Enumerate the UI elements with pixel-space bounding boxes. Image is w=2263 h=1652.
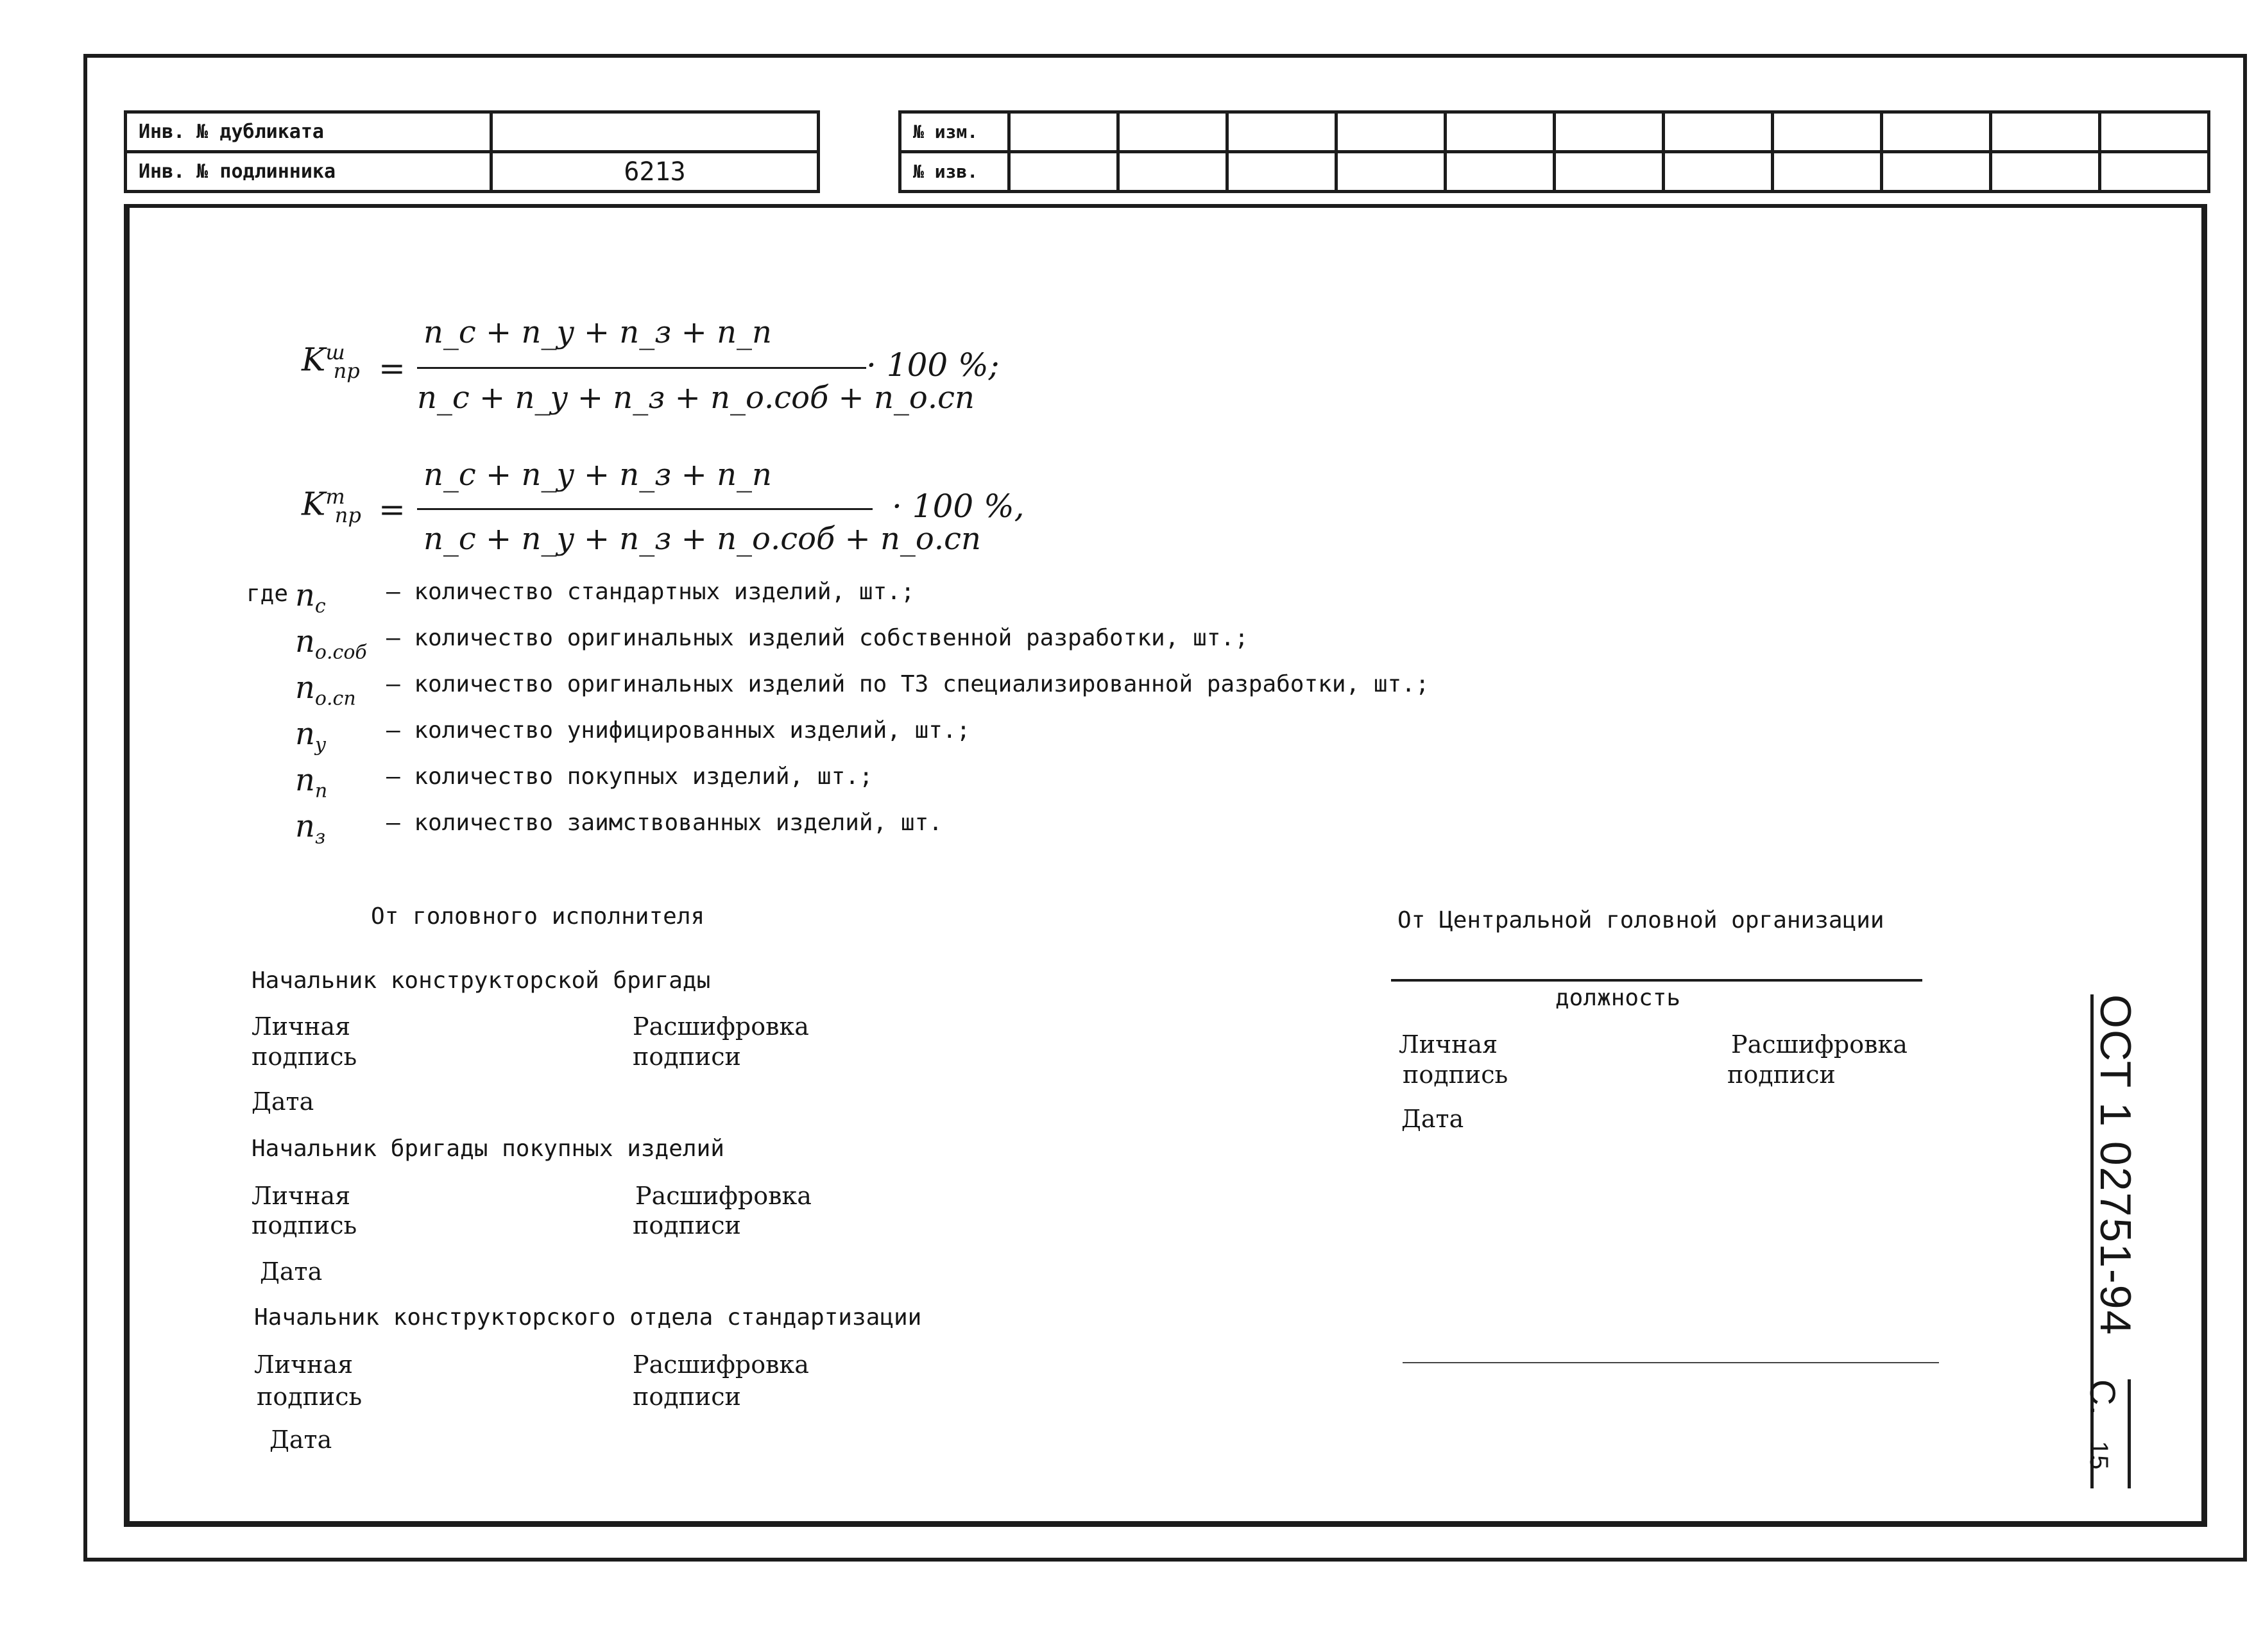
decode-label: Расшифровка xyxy=(635,1182,812,1210)
inv-duplicate-label: Инв. № дубликата xyxy=(126,112,491,152)
rev-cell xyxy=(1227,152,1336,192)
rev-notice-label: № изв. xyxy=(900,152,1009,192)
formula-multiplier: · 100 %, xyxy=(892,488,1025,525)
legend-text: – количество оригинальных изделий собственной разработки, шт.; xyxy=(386,625,1249,651)
legend-symbol: $n_п$ xyxy=(295,762,328,803)
formula-lhs: $K^т_{пр}$ xyxy=(302,484,361,527)
rev-cell xyxy=(1118,112,1227,152)
page-prefix: С. xyxy=(2083,1379,2123,1415)
rev-cell xyxy=(1664,112,1773,152)
legend-text: – количество унифицированных изделий, шт.; xyxy=(386,717,971,744)
fraction-bar xyxy=(417,508,873,510)
left-position-3: Начальник конструкторского отдела стандартизации xyxy=(254,1304,922,1331)
document-page: Инв. № дубликата Инв. № подлинника 6213 № изм. № изв. $K^ш_{пр}$ = n_c + n_y + n_з + n_п n_c + n_y + n_з + n_о.соб + n_о.сп · 100 %; $K^т_{пр}$ = n_c + n_y + n_з + n_п n_c + n_y + n_з + n_о.соб + n_о.сп · 100 %, где $n_c$ – количество стандартных изделий, шт.; $n_{о.соб}$ – количество оригинальных изделий собственной разработки, шт.; $n_{о.сп}$ – количество оригинальных изделий по ТЗ специализированной разработки, шт.; $n_у$ – количество унифицированных изделий, шт.; $n_п$ – количество покупных изделий, шт.; $n_з$ – количество заимствованных изделий, шт. От головного исполнителя Начальник конструкторской бригады Личная подпись Расшифровка подписи Дата Начальник бригады покупных изделий Личная подпись Расшифровка подписи Дата Начальник конструкторского отдела стандартизации Личная подпись Расшифровка подписи Дата От Центральной головной организации должность Личная подпись Расшифровка подписи Дата ОСТ 1 02751-94 С.15 xyxy=(0,0,2263,1652)
rev-cell xyxy=(1773,112,1882,152)
rev-change-label: № изм. xyxy=(900,112,1009,152)
rev-cell xyxy=(1991,152,2100,192)
signature-label: Личная xyxy=(252,1182,351,1210)
fraction-bar xyxy=(417,367,866,369)
legend-symbol: $n_у$ xyxy=(295,716,327,756)
inventory-stamp xyxy=(124,110,820,193)
formula-multiplier: · 100 %; xyxy=(866,346,1000,384)
date-label: Дата xyxy=(269,1426,332,1454)
position-line xyxy=(1391,979,1922,982)
rev-cell xyxy=(1446,112,1555,152)
position-caption: должность xyxy=(1555,985,1681,1011)
decode-label: Расшифровка xyxy=(633,1350,809,1379)
legend-symbol: $n_з$ xyxy=(295,808,326,849)
legend-intro: где xyxy=(246,581,289,607)
formula-lhs: $K^ш_{пр}$ xyxy=(302,340,360,383)
rev-cell xyxy=(1336,152,1446,192)
legend-symbol: $n_{о.соб}$ xyxy=(295,624,367,664)
signature-label: подпись xyxy=(252,1043,357,1071)
left-position-2: Начальник бригады покупных изделий xyxy=(252,1136,724,1162)
page-number xyxy=(2082,1379,2124,1470)
signature-label: Личная xyxy=(1399,1030,1498,1059)
legend-symbol: $n_c$ xyxy=(295,577,326,618)
formula-denominator: n_c + n_y + n_з + n_о.соб + n_о.сп xyxy=(423,521,981,557)
date-label: Дата xyxy=(1401,1105,1464,1133)
left-block-title: От головного исполнителя xyxy=(371,903,705,930)
decode-label: подписи xyxy=(1727,1060,1836,1089)
legend-text: – количество оригинальных изделий по ТЗ специализированной разработки, шт.; xyxy=(386,671,1430,697)
rev-cell xyxy=(1227,112,1336,152)
rev-cell xyxy=(1446,152,1555,192)
date-label: Дата xyxy=(252,1087,314,1116)
formula-numerator: n_c + n_y + n_з + n_п xyxy=(423,457,772,493)
date-label: Дата xyxy=(260,1257,323,1286)
legend-symbol: $n_{о.сп}$ xyxy=(295,670,356,710)
rev-cell xyxy=(1009,152,1118,192)
rev-cell xyxy=(1664,152,1773,192)
left-position-1: Начальник конструкторской бригады xyxy=(252,967,711,994)
formula-numerator: n_c + n_y + n_з + n_п xyxy=(423,314,772,350)
page-number-value: 15 xyxy=(2085,1441,2113,1470)
inv-original-value: 6213 xyxy=(491,152,819,192)
rev-cell xyxy=(1773,152,1882,192)
rev-cell xyxy=(1009,112,1118,152)
signature-label: подпись xyxy=(1403,1060,1508,1089)
revision-stamp xyxy=(898,110,2210,193)
inv-original-label: Инв. № подлинника xyxy=(126,152,491,192)
rev-cell xyxy=(2100,112,2209,152)
right-block-title: От Центральной головной организации xyxy=(1397,907,1884,933)
decode-label: подписи xyxy=(633,1383,741,1411)
decode-label: Расшифровка xyxy=(1731,1030,1908,1059)
signature-label: подпись xyxy=(257,1383,363,1411)
legend-text: – количество покупных изделий, шт.; xyxy=(386,763,873,790)
rev-cell xyxy=(1555,112,1664,152)
signature-line xyxy=(1403,1362,1939,1363)
page-number-rule xyxy=(2128,1379,2131,1488)
formula-denominator: n_c + n_y + n_з + n_о.соб + n_о.сп xyxy=(417,380,975,416)
rev-cell xyxy=(1882,152,1991,192)
signature-label: Личная xyxy=(254,1350,354,1379)
signature-label: подпись xyxy=(252,1211,357,1239)
rev-cell xyxy=(1991,112,2100,152)
rev-cell xyxy=(1118,152,1227,192)
legend-text: – количество заимствованных изделий, шт. xyxy=(386,810,943,836)
decode-label: подписи xyxy=(633,1211,741,1239)
rev-cell xyxy=(2100,152,2209,192)
rev-cell xyxy=(1555,152,1664,192)
decode-label: Расшифровка xyxy=(633,1012,809,1041)
decode-label: подписи xyxy=(633,1043,741,1071)
inv-duplicate-value xyxy=(491,112,819,152)
designation-code: ОСТ 1 02751-94 xyxy=(2091,994,2140,1336)
rev-cell xyxy=(1336,112,1446,152)
rev-cell xyxy=(1882,112,1991,152)
legend-text: – количество стандартных изделий, шт.; xyxy=(386,579,915,605)
signature-label: Личная xyxy=(252,1012,351,1041)
